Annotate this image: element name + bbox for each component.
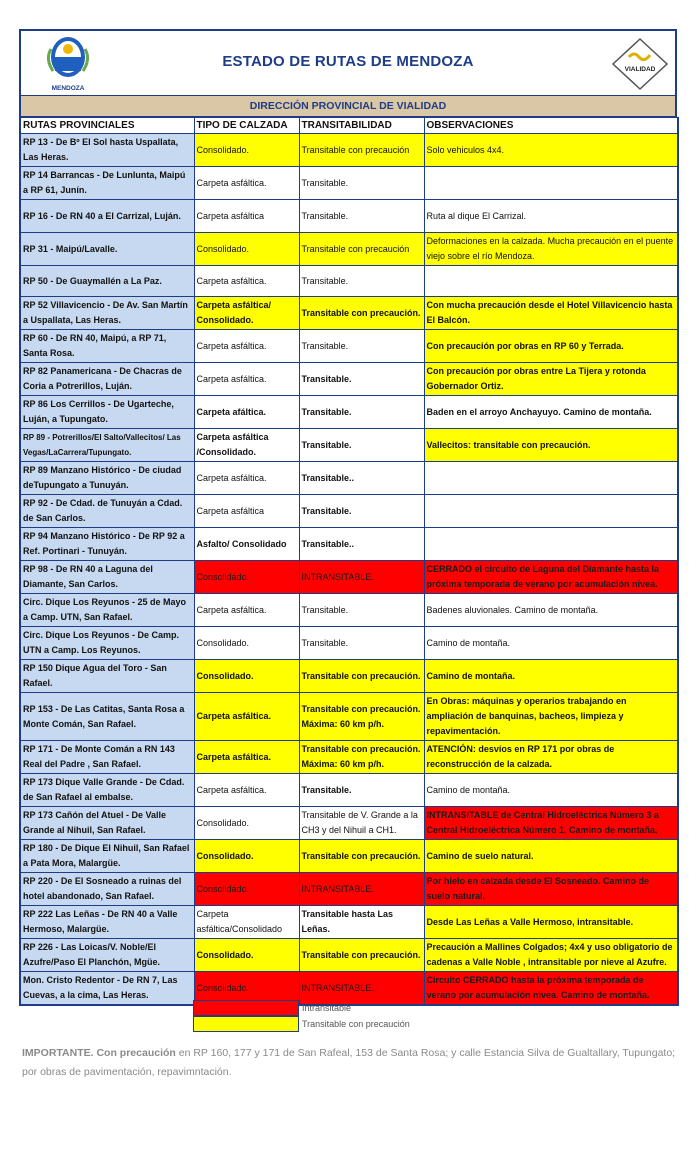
- column-header-routes: RUTAS PROVINCIALES: [20, 118, 194, 134]
- surface-cell: Consolidado.: [194, 627, 299, 660]
- observations-cell: Circuito CERRADO hasta la próxima temporada de verano por acumulación nivea. Camino de montaña.: [424, 972, 678, 1006]
- status-cell: Transitable.: [299, 330, 424, 363]
- status-cell: Transitable de V. Grande a la CH3 y del Nihuil a CH1.: [299, 807, 424, 840]
- table-row: [20, 495, 678, 528]
- observations-cell: [424, 528, 678, 561]
- status-cell: Transitable con precaución. Máxima: 60 km p/h.: [299, 741, 424, 774]
- observations-cell: Deformaciones en la calzada. Mucha precaución en el puente viejo sobre el río Mendoza.: [424, 233, 678, 266]
- observations-cell: Con precaución por obras en RP 60 y Terrada.: [424, 330, 678, 363]
- observations-cell: Con precaución por obras entre La Tijera y rotonda Gobernador Ortiz.: [424, 363, 678, 396]
- status-cell: Transitable con precaución. Máxima: 60 km p/h.: [299, 693, 424, 741]
- svg-text:MENDOZA: MENDOZA: [51, 85, 85, 92]
- column-header-observations: OBSERVACIONES: [424, 118, 678, 134]
- surface-cell: Consolidado.: [194, 807, 299, 840]
- table-row: [20, 134, 678, 167]
- surface-cell: Asfalto/ Consolidado: [194, 528, 299, 561]
- status-cell: Transitable.: [299, 594, 424, 627]
- surface-cell: Consolidado.: [194, 134, 299, 167]
- table-row: [20, 363, 678, 396]
- status-cell: Transitable con precaución.: [299, 939, 424, 972]
- observations-cell: INTRANSITABLE de Central Hidroeléctrica Número 3 a Central Hidroeléctrica Número 1. Camino de montaña.: [424, 807, 678, 840]
- observations-cell: Con mucha precaución desde el Hotel Villavicencio hasta El Balcón.: [424, 297, 678, 330]
- route-cell: RP 226 - Las Loicas/V. Noble/El Azufre/Paso El Planchón, Mgüe.: [20, 939, 194, 972]
- surface-cell: Carpeta asfáltica /Consolidado.: [194, 429, 299, 462]
- route-cell: Mon. Cristo Redentor - De RN 7, Las Cuevas, a la cima, Las Heras.: [20, 972, 194, 1006]
- route-cell: Circ. Dique Los Reyunos - De Camp. UTN a Camp. Los Reyunos.: [20, 627, 194, 660]
- observations-cell: Camino de montaña.: [424, 627, 678, 660]
- table-row: [20, 939, 678, 972]
- status-cell: Transitable con precaución: [299, 134, 424, 167]
- note-bold: IMPORTANTE. Con precaución: [22, 1047, 176, 1059]
- legend-label: Intransitable: [302, 1003, 352, 1013]
- table-row: [20, 627, 678, 660]
- route-cell: RP 86 Los Cerrillos - De Ugarteche, Luján, a Tupungato.: [20, 396, 194, 429]
- column-header-status: TRANSITABILIDAD: [299, 118, 424, 134]
- status-cell: Transitable.: [299, 495, 424, 528]
- status-cell: Transitable.: [299, 200, 424, 233]
- status-cell: Transitable con precaución: [299, 233, 424, 266]
- table-row: [20, 200, 678, 233]
- status-cell: Transitable.: [299, 429, 424, 462]
- observations-cell: Badenes aluvionales. Camino de montaña.: [424, 594, 678, 627]
- table-row: [20, 297, 678, 330]
- surface-cell: Carpeta asfáltica.: [194, 330, 299, 363]
- status-cell: INTRANSITABLE.: [299, 873, 424, 906]
- legend: [193, 1000, 410, 1032]
- legend-label: Transitable con precaución: [302, 1019, 410, 1029]
- surface-cell: Carpeta asfáltica.: [194, 462, 299, 495]
- observations-cell: [424, 167, 678, 200]
- surface-cell: Carpeta asfáltica.: [194, 741, 299, 774]
- status-cell: Transitable..: [299, 528, 424, 561]
- status-cell: Transitable.: [299, 266, 424, 297]
- table-row: [20, 561, 678, 594]
- route-cell: RP 89 - Potrerillos/El Salto/Vallecitos/ Las Vegas/LaCarrera/Tupungato.: [20, 429, 194, 462]
- surface-cell: Consolidado.: [194, 561, 299, 594]
- observations-cell: [424, 266, 678, 297]
- status-cell: Transitable.: [299, 167, 424, 200]
- surface-cell: Consolidado.: [194, 873, 299, 906]
- surface-cell: Consolidado.: [194, 840, 299, 873]
- status-cell: Transitable con precaución.: [299, 297, 424, 330]
- status-cell: Transitable.: [299, 774, 424, 807]
- table-row: [20, 330, 678, 363]
- route-cell: RP 82 Panamericana - De Chacras de Coria a Potrerillos, Luján.: [20, 363, 194, 396]
- observations-cell: Por hielo en calzada desde El Sosneado. Camino de suelo natural.: [424, 873, 678, 906]
- route-cell: RP 92 - De Cdad. de Tunuyán a Cdad. de San Carlos.: [20, 495, 194, 528]
- table-row: [20, 660, 678, 693]
- observations-cell: Vallecitos: transitable con precaución.: [424, 429, 678, 462]
- table-row: [20, 167, 678, 200]
- table-row: [20, 396, 678, 429]
- route-cell: RP 94 Manzano Histórico - De RP 92 a Ref. Portinari - Tunuyán.: [20, 528, 194, 561]
- observations-cell: Ruta al dique El Carrizal.: [424, 200, 678, 233]
- table-row: [20, 741, 678, 774]
- surface-cell: Carpeta asfáltica.: [194, 167, 299, 200]
- surface-cell: Consolidado.: [194, 972, 299, 1006]
- report-header: [19, 29, 677, 95]
- route-cell: RP 31 - Maipú/Lavalle.: [20, 233, 194, 266]
- route-cell: RP 153 - De Las Catitas, Santa Rosa a Monte Comán, San Rafael.: [20, 693, 194, 741]
- status-cell: INTRANSITABLE.: [299, 972, 424, 1006]
- route-cell: RP 13 - De Bº El Sol hasta Uspallata, Las Heras.: [20, 134, 194, 167]
- status-cell: Transitable.: [299, 363, 424, 396]
- table-row: [20, 693, 678, 741]
- legend-item-caution: [193, 1016, 410, 1032]
- observations-cell: En Obras: máquinas y operarios trabajando en ampliación de banquinas, bacheos, limpieza y repavimentación.: [424, 693, 678, 741]
- observations-cell: Camino de suelo natural.: [424, 840, 678, 873]
- surface-cell: Carpeta asfáltica: [194, 200, 299, 233]
- surface-cell: Carpeta asfáltica: [194, 495, 299, 528]
- table-row: [20, 233, 678, 266]
- observations-cell: Precaución a Mallines Colgados; 4x4 y uso obligatorio de cadenas a Valle Noble , intransitable por nieve al Azufre.: [424, 939, 678, 972]
- agency-banner: DIRECCIÓN PROVINCIAL DE VIALIDAD: [19, 95, 677, 117]
- surface-cell: Consolidado.: [194, 660, 299, 693]
- surface-cell: Carpeta asfáltica/Consolidado: [194, 906, 299, 939]
- route-cell: RP 60 - De RN 40, Maipú, a RP 71, Santa Rosa.: [20, 330, 194, 363]
- table-row: [20, 462, 678, 495]
- route-cell: RP 52 Villavicencio - De Av. San Martín a Uspallata, Las Heras.: [20, 297, 194, 330]
- surface-cell: Consolidado.: [194, 939, 299, 972]
- route-cell: RP 171 - De Monte Comán a RN 143 Real del Padre , San Rafael.: [20, 741, 194, 774]
- important-note: [22, 1044, 682, 1082]
- table-row: [20, 873, 678, 906]
- route-cell: RP 150 Dique Agua del Toro - San Rafael.: [20, 660, 194, 693]
- route-cell: Circ. Dique Los Reyunos - 25 de Mayo a Camp. UTN, San Rafael.: [20, 594, 194, 627]
- table-header-row: [20, 118, 678, 134]
- table-row: [20, 906, 678, 939]
- route-cell: RP 16 - De RN 40 a El Carrizal, Luján.: [20, 200, 194, 233]
- status-cell: Transitable.: [299, 396, 424, 429]
- table-row: [20, 594, 678, 627]
- surface-cell: Carpeta afáltica.: [194, 396, 299, 429]
- observations-cell: CERRADO el circuito de Laguna del Diamante hasta la próxima temporada de verano por acumulación nivea.: [424, 561, 678, 594]
- table-row: [20, 807, 678, 840]
- route-cell: RP 222 Las Leñas - De RN 40 a Valle Hermoso, Malargüe.: [20, 906, 194, 939]
- route-cell: RP 173 Dique Valle Grande - De Cdad. de San Rafael al embalse.: [20, 774, 194, 807]
- status-cell: Transitable hasta Las Leñas.: [299, 906, 424, 939]
- surface-cell: Carpeta asfáltica.: [194, 363, 299, 396]
- observations-cell: Desde Las Leñas a Valle Hermoso, intransitable.: [424, 906, 678, 939]
- surface-cell: Carpeta asfáltica.: [194, 774, 299, 807]
- table-row: [20, 429, 678, 462]
- route-cell: RP 14 Barrancas - De Lunlunta, Maipú a RP 61, Junín.: [20, 167, 194, 200]
- observations-cell: [424, 495, 678, 528]
- note-text: en RP 160, 177 y 171 de San Rafeal, 153 de Santa Rosa; y calle Estancia Silva de Gualtallary, Tupungato; por obras de pavimentación, repavimntación.: [22, 1047, 676, 1078]
- status-cell: Transitable con precaución.: [299, 660, 424, 693]
- status-cell: Transitable.: [299, 627, 424, 660]
- surface-cell: Carpeta asfáltica.: [194, 594, 299, 627]
- legend-swatch-yellow: [193, 1016, 299, 1032]
- route-cell: RP 220 - De El Sosneado a ruinas del hotel abandonado, San Rafael.: [20, 873, 194, 906]
- table-row: [20, 840, 678, 873]
- observations-cell: Camino de montaña.: [424, 774, 678, 807]
- route-cell: RP 98 - De RN 40 a Laguna del Diamante, San Carlos.: [20, 561, 194, 594]
- svg-text:VIALIDAD: VIALIDAD: [624, 66, 656, 73]
- route-cell: RP 180 - De Dique El Nihuil, San Rafael a Pata Mora, Malargüe.: [20, 840, 194, 873]
- table-row: [20, 774, 678, 807]
- column-header-surface: TIPO DE CALZADA: [194, 118, 299, 134]
- route-cell: RP 89 Manzano Histórico - De ciudad deTupungato a Tunuyán.: [20, 462, 194, 495]
- observations-cell: Camino de montaña.: [424, 660, 678, 693]
- page-title: ESTADO DE RUTAS DE MENDOZA: [222, 53, 474, 70]
- report-sheet: [19, 29, 677, 1006]
- vialidad-logo: [611, 37, 669, 91]
- observations-cell: Solo vehiculos 4x4.: [424, 134, 678, 167]
- surface-cell: Carpeta asfáltica.: [194, 693, 299, 741]
- status-cell: Transitable..: [299, 462, 424, 495]
- table-row: [20, 528, 678, 561]
- route-cell: RP 50 - De Guaymallén a La Paz.: [20, 266, 194, 297]
- status-cell: Transitable con precaución.: [299, 840, 424, 873]
- legend-swatch-red: [193, 1000, 299, 1016]
- route-cell: RP 173 Cañón del Atuel - De Valle Grande al Nihuil, San Rafael.: [20, 807, 194, 840]
- routes-table: [19, 117, 679, 1006]
- table-row: [20, 266, 678, 297]
- observations-cell: Baden en el arroyo Anchayuyo. Camino de montaña.: [424, 396, 678, 429]
- observations-cell: ATENCIÓN: desvíos en RP 171 por obras de reconstrucción de la calzada.: [424, 741, 678, 774]
- status-cell: INTRANSITABLE.: [299, 561, 424, 594]
- surface-cell: Carpeta asfáltica.: [194, 266, 299, 297]
- legend-item-impassable: [193, 1000, 410, 1016]
- surface-cell: Carpeta asfáltica/ Consolidado.: [194, 297, 299, 330]
- surface-cell: Consolidado.: [194, 233, 299, 266]
- observations-cell: [424, 462, 678, 495]
